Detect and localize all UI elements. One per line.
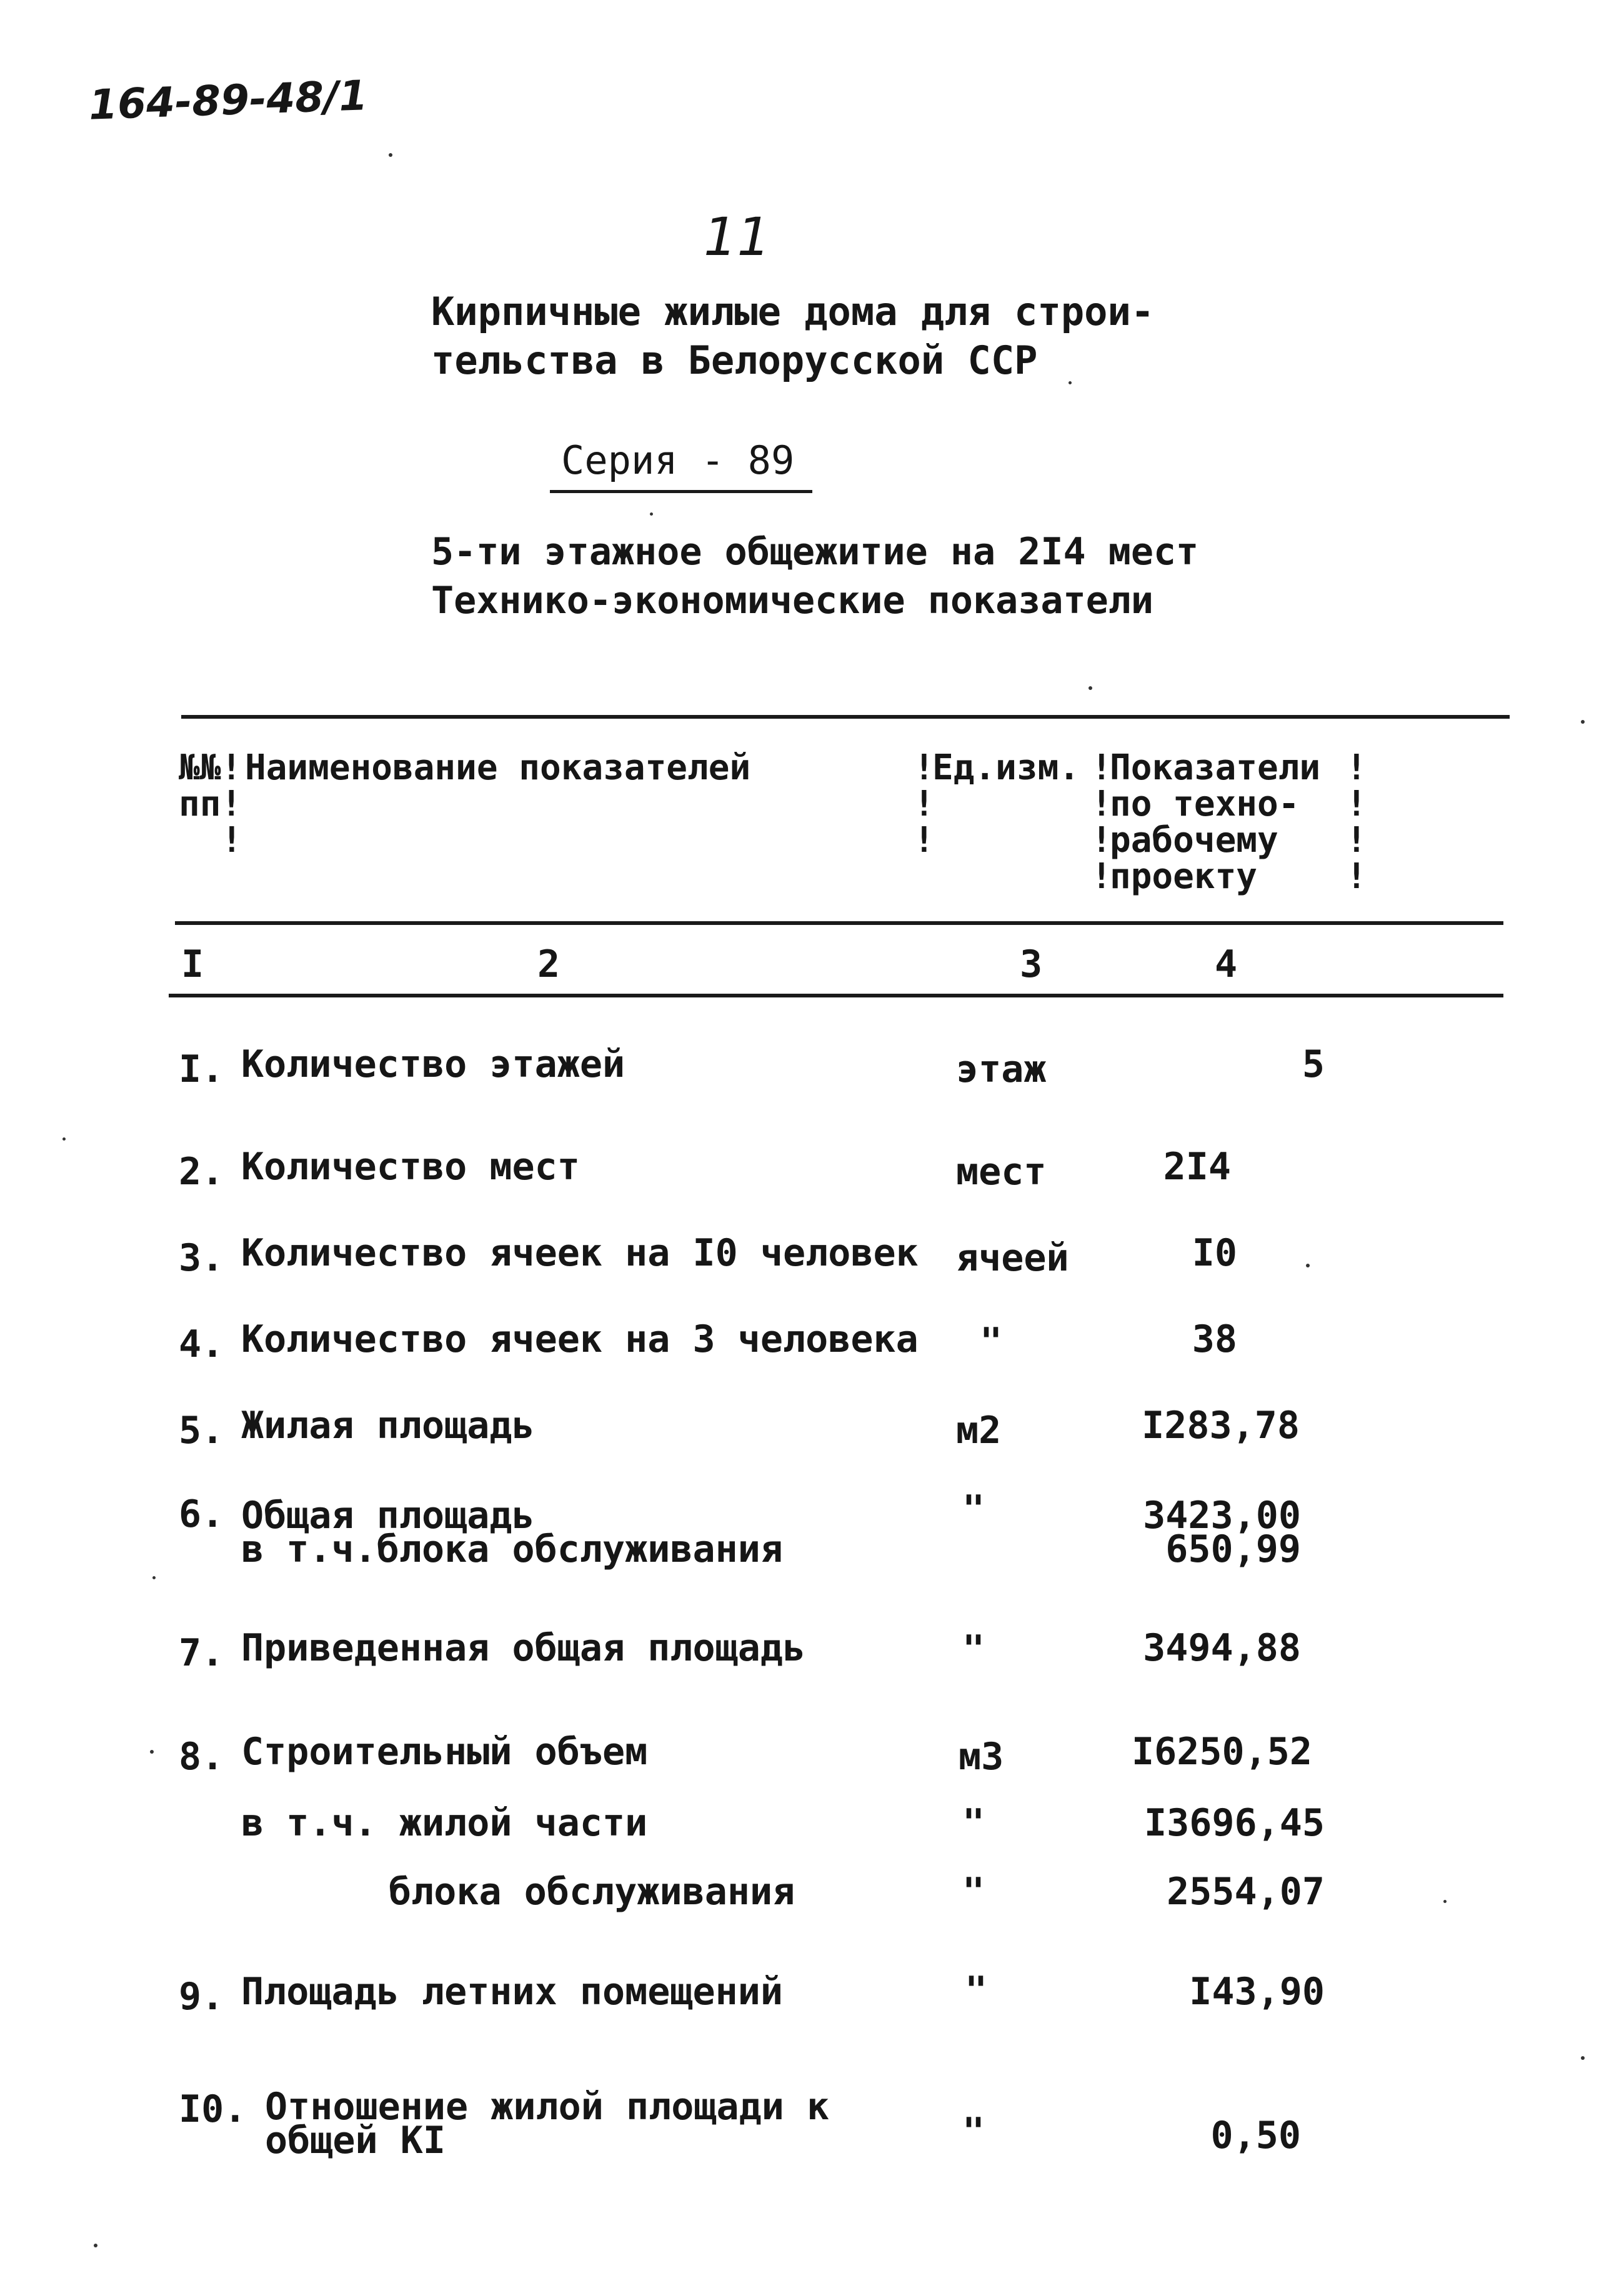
scan-speck [1088, 686, 1092, 690]
row-value: I43,90 [1189, 1970, 1325, 2014]
header-separator: ! [914, 784, 935, 824]
row-label: блока обслуживания [389, 1870, 795, 1914]
column-number: 3 [1020, 942, 1043, 986]
header-separator: ! [1091, 820, 1112, 861]
scan-speck [150, 1750, 154, 1754]
row-unit: м3 [959, 1735, 1004, 1779]
scan-speck [94, 2244, 97, 2247]
row-label: Количество мест [241, 1145, 580, 1189]
header-bottom-rule [175, 921, 1503, 925]
scan-speck [152, 1576, 156, 1579]
row-unit: " [965, 1969, 988, 2012]
row-unit: " [962, 1487, 985, 1531]
series-label: Серия - 89 [561, 437, 795, 483]
row-unit: этаж [956, 1047, 1047, 1091]
row-number: 8. [179, 1735, 224, 1779]
row-label: Приведенная общая площадь [241, 1626, 806, 1670]
row-number: 7. [179, 1631, 224, 1675]
row-unit: мест [956, 1150, 1047, 1194]
row-number: 3. [179, 1236, 224, 1280]
row-unit: " [980, 1320, 1003, 1364]
header-separator: ! [1346, 856, 1367, 897]
column-number: 4 [1215, 942, 1238, 986]
header-value-line1: Показатели [1110, 747, 1321, 788]
row-unit: " [962, 1870, 985, 1914]
row-unit: ячеей [956, 1236, 1069, 1280]
row-value: 5 [1302, 1042, 1325, 1086]
header-unit: Ед.изм. [932, 747, 1080, 788]
scan-speck [62, 1137, 66, 1141]
column-number: 2 [537, 942, 560, 986]
row-number: I0. [179, 2087, 247, 2131]
header-value-line2: по техно- [1110, 784, 1300, 824]
header-separator: ! [221, 820, 242, 861]
table-top-rule [181, 715, 1510, 719]
scan-speck [1306, 1264, 1310, 1267]
row-value: 3494,88 [1143, 1626, 1301, 1670]
row-label: Жилая площадь [241, 1404, 535, 1447]
header-separator: ! [1346, 820, 1367, 861]
scan-speck [1069, 381, 1072, 384]
row-value-secondary: 650,99 [1165, 1527, 1301, 1571]
row-label: в т.ч. жилой части [241, 1801, 648, 1845]
row-value: 2I4 [1163, 1145, 1231, 1189]
row-label: Отношение жилой площади к [265, 2085, 830, 2129]
row-unit: м2 [956, 1409, 1002, 1452]
header-separator: ! [914, 820, 935, 861]
header-separator: ! [1091, 747, 1112, 788]
row-value: 38 [1192, 1317, 1237, 1361]
subtitle-line-2: Технико-экономические показатели [431, 579, 1153, 622]
row-number: 4. [179, 1322, 224, 1366]
row-number: 5. [179, 1409, 224, 1452]
row-label: Строительный объем [241, 1730, 648, 1774]
row-unit: " [962, 1801, 985, 1845]
row-value: 2554,07 [1167, 1870, 1325, 1914]
header-value-line4: проекту [1110, 856, 1258, 897]
title-line-2: тельства в Белорусской ССР [431, 337, 1038, 383]
header-separator: ! [1346, 747, 1367, 788]
scan-speck [650, 512, 653, 516]
header-separator: ! [1346, 784, 1367, 824]
row-number: 6. [179, 1492, 224, 1536]
row-value: I283,78 [1142, 1404, 1300, 1447]
row-value: 3423,00 [1143, 1494, 1301, 1537]
row-label-secondary: в т.ч.блока обслуживания [241, 1527, 783, 1571]
header-value-line3: рабочему [1110, 820, 1278, 861]
header-name: Наименование показателей [245, 747, 751, 788]
title-line-1: Кирпичные жилые дома для строи- [431, 289, 1155, 334]
page-number: 11 [704, 206, 770, 267]
column-number: I [181, 942, 204, 986]
row-value: I3696,45 [1144, 1801, 1325, 1845]
row-number: 9. [179, 1975, 224, 2019]
subtitle-line-1: 5-ти этажное общежитие на 2I4 мест [431, 530, 1199, 574]
row-label: Площадь летних помещений [241, 1970, 783, 2014]
header-separator: ! [1091, 856, 1112, 897]
header-num: №№! [179, 747, 242, 788]
row-value: I0 [1192, 1231, 1237, 1275]
row-label: Количество ячеек на I0 человек [241, 1231, 919, 1275]
scan-speck [389, 153, 392, 157]
document-number: 164-89-48/1 [87, 71, 369, 129]
column-numbers-rule [169, 994, 1503, 997]
row-number: I. [179, 1047, 224, 1091]
header-separator: ! [914, 747, 935, 788]
header-separator: ! [1091, 784, 1112, 824]
row-unit: " [962, 2110, 985, 2154]
scan-speck [1581, 2056, 1585, 2060]
header-num-line2: пп! [179, 784, 242, 824]
row-label: Общая площадь [241, 1494, 535, 1537]
row-value: I6250,52 [1132, 1730, 1312, 1774]
row-label: Количество ячеек на 3 человека [241, 1317, 919, 1361]
series-underline [550, 490, 812, 493]
row-unit: " [962, 1627, 985, 1671]
scan-speck [1581, 720, 1585, 724]
row-value: 0,50 [1210, 2114, 1301, 2157]
scan-speck [1443, 1900, 1447, 1903]
row-label: Количество этажей [241, 1042, 625, 1086]
row-label-secondary: общей KI [265, 2119, 446, 2162]
row-number: 2. [179, 1150, 224, 1194]
